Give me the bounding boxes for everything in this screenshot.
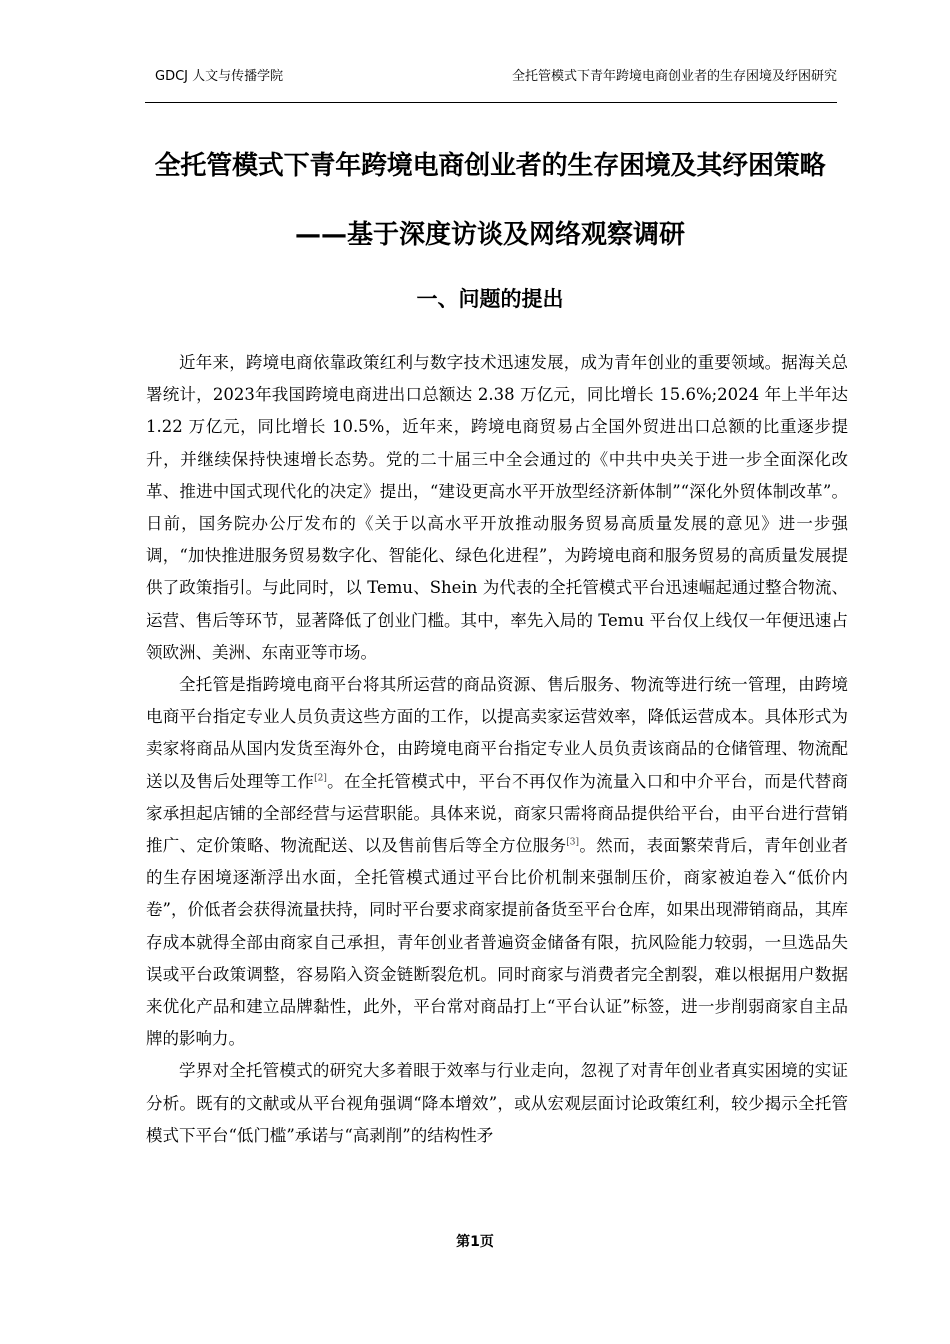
body-text <box>146 347 848 1152</box>
page-header <box>145 66 837 103</box>
citation-3: [3] <box>566 837 580 848</box>
section-heading: 一、问题的提出 <box>416 287 564 311</box>
paragraph-1: 近年来，跨境电商依靠政策红利与数字技术迅速发展，成为青年创业的重要领域。据海关总署统计，2023年我国跨境电商进出口总额达 2.38 万亿元，同比增长 15.6%;2024 年上半年达 1.22 万亿元，同比增长 10.5%，近年来，跨境电商贸易占全国外贸进出口总额的比重逐步提升，并继续保持快速增长态势。党的二十届三中全会通过的《中共中央关于进一步全面深化改革、推进中国式现代化的决定》提出，“建设更高水平开放型经济新体制”“深化外贸体制改革”。日前，国务院办公厅发布的《关于以高水平开放推动服务贸易高质量发展的意见》进一步强调，“加快推进服务贸易数字化、智能化、绿色化进程”，为跨境电商和服务贸易的高质量发展提供了政策指引。与此同时，以 Temu、Shein 为代表的全托管模式平台迅速崛起通过整合物流、运营、售后等环节，显著降低了创业门槛。其中，率先入局的 Temu 平台仅上线仅一年便迅速占领欧洲、美洲、东南亚等市场。 <box>146 353 848 662</box>
paragraph-2 <box>146 669 848 1055</box>
paragraph-2-part-1: 全托管是指跨境电商平台将其所运营的商品资源、售后服务、物流等进行统一管理，由跨境电商平台指定专业人员负责这些方面的工作，以提高卖家运营效率，降低运营成本。具体形式为卖家将商品从国内发货至海外仓，由跨境电商平台指定专业人员负责该商品的仓储管理、物流配送以及售后处理等工作 <box>146 675 848 791</box>
header-institution: GDCJ 人文与传播学院 <box>155 69 284 84</box>
paragraph-2-part-3: 。然而，表面繁荣背后，青年创业者的生存困境逐渐浮出水面，全托管模式通过平台比价机制来强制压价，商家被迫卷入“低价内卷”，价低者会获得流量扶持，同时平台要求商家提前备货至平台仓库，如果出现滞销商品，其库存成本就得全部由商家自己承担，青年创业者普遍资金储备有限，抗风险能力较弱，一旦选品失误或平台政策调整，容易陷入资金链断裂危机。同时商家与消费者完全割裂，难以根据用户数据来优化产品和建立品牌黏性，此外，平台常对商品打上“平台认证”标签，进一步削弱商家自主品牌的影响力。 <box>146 836 849 1049</box>
citation-2: [2] <box>314 773 327 784</box>
paragraph-3: 学界对全托管模式的研究大多着眼于效率与行业走向，忽视了对青年创业者真实困境的实证分析。既有的文献或从平台视角强调“降本增效”，或从宏观层面讨论政策红利，较少揭示全托管模式下平台“低门槛”承诺与“高剥削”的结构性矛 <box>146 1061 848 1145</box>
page-number: 第1页 <box>456 1234 494 1250</box>
header-running-title: 全托管模式下青年跨境电商创业者的生存困境及纾困研究 <box>511 69 837 84</box>
paragraph-2-part-2: 。在全托管模式中，平台不再仅作为流量入口和中介平台，而是代替商家承担起店铺的全部经营与运营职能。具体来说，商家只需将商品提供给平台，由平台进行营销推广、定价策略、物流配送、以及售前售后等全方位服务 <box>146 771 849 856</box>
document-subtitle: ——基于深度访谈及网络观察调研 <box>294 220 685 250</box>
document-title: 全托管模式下青年跨境电商创业者的生存困境及其纾困策略 <box>154 151 826 181</box>
